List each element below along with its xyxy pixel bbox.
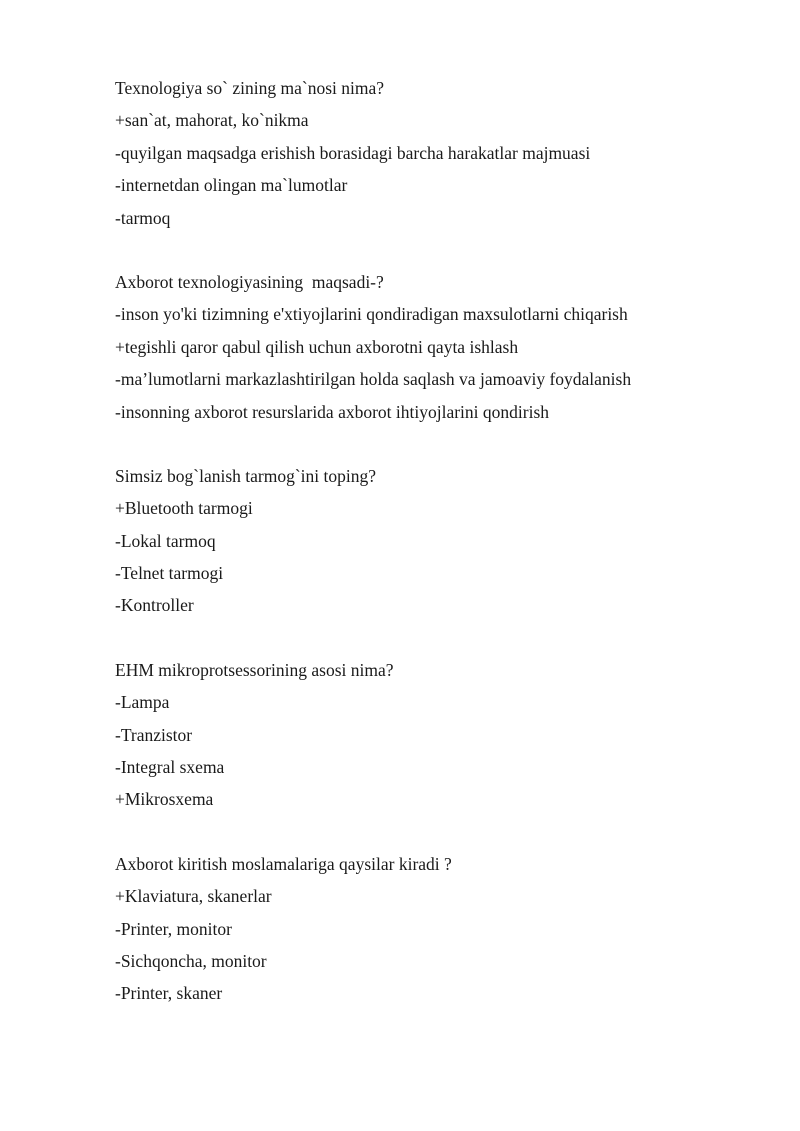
question-text: EHM mikroprotsessorining asosi nima? [115,659,394,680]
question-block-1 [115,72,755,234]
question-block-4 [115,654,755,816]
answer-option: -Kontroller [115,595,194,616]
answer-option: -internetdan olingan ma`lumotlar [115,175,348,196]
answer-option: -Printer, skaner [115,983,223,1004]
answer-option: +Bluetooth tarmogi [115,498,253,519]
question-text: Texnologiya so` zining ma`nosi nima? [115,78,384,98]
question-block-3 [115,460,755,622]
answer-option: +tegishli qaror qabul qilish uchun axborotni qayta ishlash [115,336,519,357]
answer-option: -Sichqoncha, monitor [115,950,267,971]
question-block-2 [115,266,755,428]
answer-option: +Klaviatura, skanerlar [115,886,272,907]
answer-option: -Telnet tarmogi [115,563,224,584]
question-text: Axborot kiritish moslamalariga qaysilar kiradi ? [115,853,452,874]
document-page [115,72,755,1042]
answer-option: -Lokal tarmoq [115,530,216,551]
answer-option: -insonning axborot resurslarida axborot ihtiyojlarini qondirish [115,401,550,422]
question-text: Simsiz bog`lanish tarmog`ini toping? [115,465,377,486]
answer-option: -ma’lumotlarni markazlashtirilgan holda saqlash va jamoaviy foydalanish [115,369,632,390]
question-block-5 [115,848,755,1010]
answer-option: -tarmoq [115,207,171,228]
answer-option: -Integral sxema [115,757,225,778]
answer-option: -quyilgan maqsadga erishish borasidagi barcha harakatlar majmuasi [115,142,591,163]
answer-option: +san`at, mahorat, ko`nikma [115,110,309,131]
answer-option: -Lampa [115,692,170,713]
answer-option: +Mikrosxema [115,789,214,810]
answer-option: -Tranzistor [115,724,193,745]
answer-option: -Printer, monitor [115,918,232,939]
answer-option: -inson yo'ki tizimning e'xtiyojlarini qondiradigan maxsulotlarni chiqarish [115,304,628,325]
question-text: Axborot texnologiyasining maqsadi-? [115,271,384,292]
